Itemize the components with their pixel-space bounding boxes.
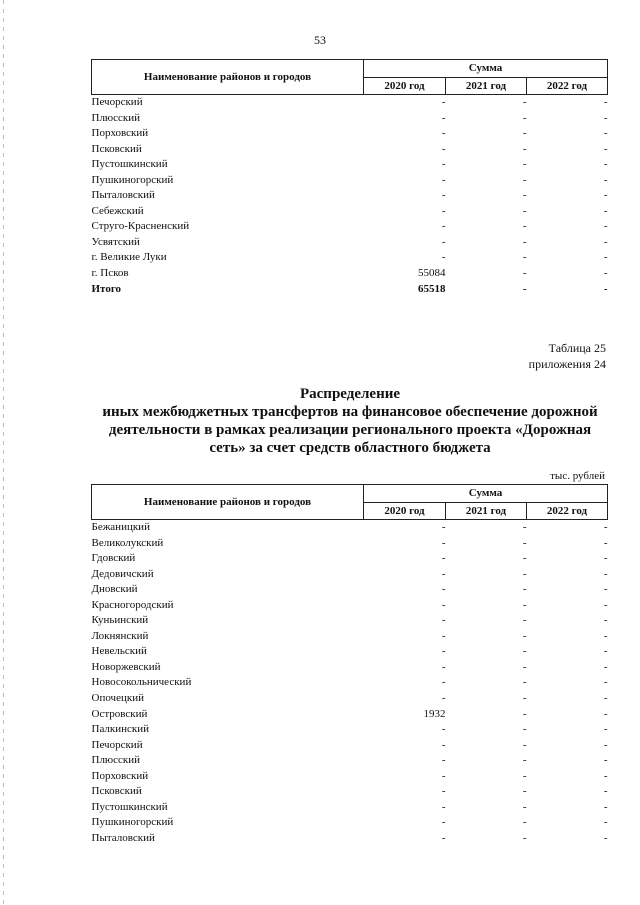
row-name: Пушкиногорский bbox=[91, 816, 174, 829]
cell-2021: - bbox=[522, 552, 527, 565]
cell-2021: - bbox=[522, 738, 527, 751]
cell-2021: - bbox=[522, 111, 527, 124]
cell-2021: - bbox=[522, 235, 527, 248]
table-row bbox=[92, 815, 608, 831]
cell-2021: - bbox=[522, 521, 527, 533]
row-name: Красногородский bbox=[91, 598, 174, 611]
cell-2020: - bbox=[441, 692, 446, 705]
table-caption bbox=[529, 340, 606, 372]
cell-2022: - bbox=[603, 204, 608, 217]
cell-2021: - bbox=[522, 754, 527, 767]
cell-2022: - bbox=[603, 660, 608, 673]
cell-2022: - bbox=[603, 521, 608, 533]
cell-2021: - bbox=[522, 660, 527, 673]
row-name: Печорский bbox=[91, 738, 143, 751]
cell-2022: - bbox=[603, 692, 608, 705]
cell-2021: - bbox=[522, 267, 527, 280]
row-name: Бежаницкий bbox=[91, 521, 150, 533]
cell-2020: - bbox=[441, 645, 446, 658]
cell-2020: - bbox=[441, 676, 446, 689]
cell-2020: - bbox=[441, 754, 446, 767]
header-name-column: Наименование районов и городов bbox=[92, 485, 364, 520]
row-name: Дедовичский bbox=[91, 567, 154, 580]
cell-2022: - bbox=[603, 785, 608, 798]
cell-2021: - bbox=[522, 282, 527, 295]
title-line-2: иных межбюджетных трансфертов на финансовое обеспечение дорожной bbox=[102, 404, 598, 420]
table-row bbox=[92, 282, 608, 298]
table-row bbox=[92, 204, 608, 220]
cell-2022: - bbox=[603, 769, 608, 782]
cell-2021: - bbox=[522, 645, 527, 658]
table-row bbox=[92, 738, 608, 754]
cell-2021: - bbox=[522, 723, 527, 736]
row-name: г. Псков bbox=[91, 267, 129, 280]
cell-2022: - bbox=[603, 738, 608, 751]
cell-2020: - bbox=[441, 598, 446, 611]
cell-2022: - bbox=[603, 676, 608, 689]
cell-2021: - bbox=[522, 567, 527, 580]
cell-2022: - bbox=[603, 111, 608, 124]
scan-edge-mark bbox=[3, 0, 4, 905]
cell-2020: - bbox=[441, 816, 446, 829]
cell-2022: - bbox=[603, 552, 608, 565]
cell-2022: - bbox=[603, 754, 608, 767]
row-name: Опочецкий bbox=[91, 692, 144, 705]
distribution-table-25 bbox=[91, 484, 608, 846]
cell-2020: 1932 bbox=[423, 707, 446, 720]
cell-2021: - bbox=[522, 127, 527, 140]
table-row bbox=[92, 644, 608, 660]
cell-2021: - bbox=[522, 251, 527, 264]
cell-2020: - bbox=[441, 111, 446, 124]
cell-2022: - bbox=[603, 723, 608, 736]
cell-2020: - bbox=[441, 552, 446, 565]
cell-2020: - bbox=[441, 235, 446, 248]
table-row bbox=[92, 613, 608, 629]
row-name: Новоржевский bbox=[91, 660, 161, 673]
table-row bbox=[92, 173, 608, 189]
title-line-3: деятельности в рамках реализации регионального проекта «Дорожная bbox=[108, 422, 592, 438]
cell-2020: 65518 bbox=[418, 282, 446, 295]
table-row bbox=[92, 266, 608, 282]
cell-2021: - bbox=[522, 785, 527, 798]
table-row bbox=[92, 126, 608, 142]
header-year-2022: 2022 год bbox=[527, 502, 608, 520]
cell-2021: - bbox=[522, 692, 527, 705]
header-sum: Сумма bbox=[364, 485, 608, 503]
row-name: Пустошкинский bbox=[91, 158, 168, 171]
table-row bbox=[92, 800, 608, 816]
cell-2022: - bbox=[603, 816, 608, 829]
units-label: тыс. рублей bbox=[550, 470, 605, 482]
cell-2020: - bbox=[441, 738, 446, 751]
header-year-2021: 2021 год bbox=[446, 502, 527, 520]
table-row bbox=[92, 111, 608, 127]
row-name: Печорский bbox=[91, 96, 143, 108]
cell-2021: - bbox=[522, 707, 527, 720]
cell-2020: - bbox=[441, 127, 446, 140]
row-name: Усвятский bbox=[91, 235, 140, 248]
row-name: Локнянский bbox=[91, 629, 149, 642]
row-name: Струго-Красненский bbox=[91, 220, 190, 233]
table-row bbox=[92, 520, 608, 536]
table-row bbox=[92, 769, 608, 785]
cell-2020: - bbox=[441, 831, 446, 844]
cell-2022: - bbox=[603, 536, 608, 549]
appendix-reference: приложения 24 bbox=[528, 357, 606, 371]
table-row bbox=[92, 235, 608, 251]
row-name: Псковский bbox=[91, 785, 142, 798]
row-name: Дновский bbox=[91, 583, 138, 596]
row-name: Плюсский bbox=[91, 111, 141, 124]
cell-2022: - bbox=[603, 598, 608, 611]
cell-2021: - bbox=[522, 96, 527, 108]
header-sum: Сумма bbox=[364, 60, 608, 78]
table-row bbox=[92, 551, 608, 567]
cell-2020: - bbox=[441, 204, 446, 217]
cell-2021: - bbox=[522, 769, 527, 782]
cell-2022: - bbox=[603, 583, 608, 596]
table-row bbox=[92, 629, 608, 645]
cell-2021: - bbox=[522, 831, 527, 844]
table-row bbox=[92, 831, 608, 847]
table-row bbox=[92, 691, 608, 707]
header-name-column: Наименование районов и городов bbox=[92, 60, 364, 95]
row-name: Куньинский bbox=[91, 614, 149, 627]
cell-2020: - bbox=[441, 723, 446, 736]
table-row bbox=[92, 536, 608, 552]
table-row bbox=[92, 753, 608, 769]
cell-2021: - bbox=[522, 816, 527, 829]
distribution-table-continued bbox=[91, 59, 608, 297]
cell-2021: - bbox=[522, 142, 527, 155]
header-year-2021: 2021 год bbox=[446, 77, 527, 95]
row-name: Псковский bbox=[91, 142, 142, 155]
row-name: г. Великие Луки bbox=[91, 251, 167, 264]
table-row bbox=[92, 707, 608, 723]
table-row bbox=[92, 188, 608, 204]
cell-2022: - bbox=[603, 127, 608, 140]
row-name: Порховский bbox=[91, 127, 149, 140]
cell-2021: - bbox=[522, 204, 527, 217]
row-name: Порховский bbox=[91, 769, 149, 782]
row-name: Пустошкинский bbox=[91, 800, 168, 813]
cell-2021: - bbox=[522, 598, 527, 611]
row-name: Палкинский bbox=[91, 723, 150, 736]
row-name: Себежский bbox=[91, 204, 144, 217]
cell-2022: - bbox=[603, 282, 608, 295]
cell-2022: - bbox=[603, 142, 608, 155]
table-row bbox=[92, 660, 608, 676]
table-row bbox=[92, 598, 608, 614]
cell-2020: - bbox=[441, 142, 446, 155]
cell-2021: - bbox=[522, 536, 527, 549]
cell-2022: - bbox=[603, 800, 608, 813]
cell-2020: - bbox=[441, 536, 446, 549]
table-row bbox=[92, 157, 608, 173]
cell-2022: - bbox=[603, 173, 608, 186]
cell-2020: - bbox=[441, 800, 446, 813]
header-year-2020: 2020 год bbox=[364, 502, 446, 520]
cell-2020: - bbox=[441, 614, 446, 627]
page-number: 53 bbox=[314, 33, 326, 47]
table-number: Таблица 25 bbox=[548, 341, 606, 355]
cell-2020: - bbox=[441, 567, 446, 580]
cell-2020: - bbox=[441, 220, 446, 233]
row-name: Плюсский bbox=[91, 754, 141, 767]
cell-2021: - bbox=[522, 629, 527, 642]
cell-2020: 55084 bbox=[418, 267, 446, 280]
row-name: Гдовский bbox=[91, 552, 136, 565]
cell-2021: - bbox=[522, 676, 527, 689]
cell-2020: - bbox=[441, 189, 446, 202]
cell-2020: - bbox=[441, 629, 446, 642]
cell-2020: - bbox=[441, 660, 446, 673]
cell-2022: - bbox=[603, 614, 608, 627]
cell-2022: - bbox=[603, 831, 608, 844]
row-name: Итого bbox=[91, 282, 122, 295]
cell-2022: - bbox=[603, 158, 608, 171]
cell-2020: - bbox=[441, 583, 446, 596]
title-line-4: сеть» за счет средств областного бюджета bbox=[209, 440, 491, 456]
cell-2020: - bbox=[441, 785, 446, 798]
header-year-2020: 2020 год bbox=[364, 77, 446, 95]
row-name: Невельский bbox=[91, 645, 147, 658]
cell-2020: - bbox=[441, 521, 446, 533]
cell-2020: - bbox=[441, 158, 446, 171]
cell-2022: - bbox=[603, 707, 608, 720]
table-row bbox=[92, 219, 608, 235]
cell-2021: - bbox=[522, 614, 527, 627]
cell-2022: - bbox=[603, 220, 608, 233]
cell-2022: - bbox=[603, 251, 608, 264]
table-row bbox=[92, 95, 608, 111]
cell-2020: - bbox=[441, 769, 446, 782]
cell-2021: - bbox=[522, 158, 527, 171]
title-line-1: Распределение bbox=[299, 386, 401, 402]
cell-2022: - bbox=[603, 645, 608, 658]
table-row bbox=[92, 784, 608, 800]
cell-2020: - bbox=[441, 96, 446, 108]
row-name: Пыталовский bbox=[91, 189, 155, 202]
cell-2021: - bbox=[522, 583, 527, 596]
table-row bbox=[92, 567, 608, 583]
row-name: Новосокольнический bbox=[91, 676, 192, 689]
document-title bbox=[90, 385, 610, 457]
cell-2022: - bbox=[603, 267, 608, 280]
cell-2022: - bbox=[603, 629, 608, 642]
table-row bbox=[92, 142, 608, 158]
cell-2022: - bbox=[603, 235, 608, 248]
row-name: Пыталовский bbox=[91, 831, 155, 844]
table-row bbox=[92, 582, 608, 598]
cell-2020: - bbox=[441, 251, 446, 264]
cell-2021: - bbox=[522, 189, 527, 202]
cell-2022: - bbox=[603, 96, 608, 108]
cell-2021: - bbox=[522, 220, 527, 233]
row-name: Островский bbox=[91, 707, 148, 720]
cell-2022: - bbox=[603, 189, 608, 202]
row-name: Великолукский bbox=[91, 536, 164, 549]
row-name: Пушкиногорский bbox=[91, 173, 174, 186]
cell-2021: - bbox=[522, 800, 527, 813]
table-row bbox=[92, 675, 608, 691]
table-row bbox=[92, 250, 608, 266]
table-row bbox=[92, 722, 608, 738]
cell-2022: - bbox=[603, 567, 608, 580]
cell-2021: - bbox=[522, 173, 527, 186]
header-year-2022: 2022 год bbox=[527, 77, 608, 95]
cell-2020: - bbox=[441, 173, 446, 186]
